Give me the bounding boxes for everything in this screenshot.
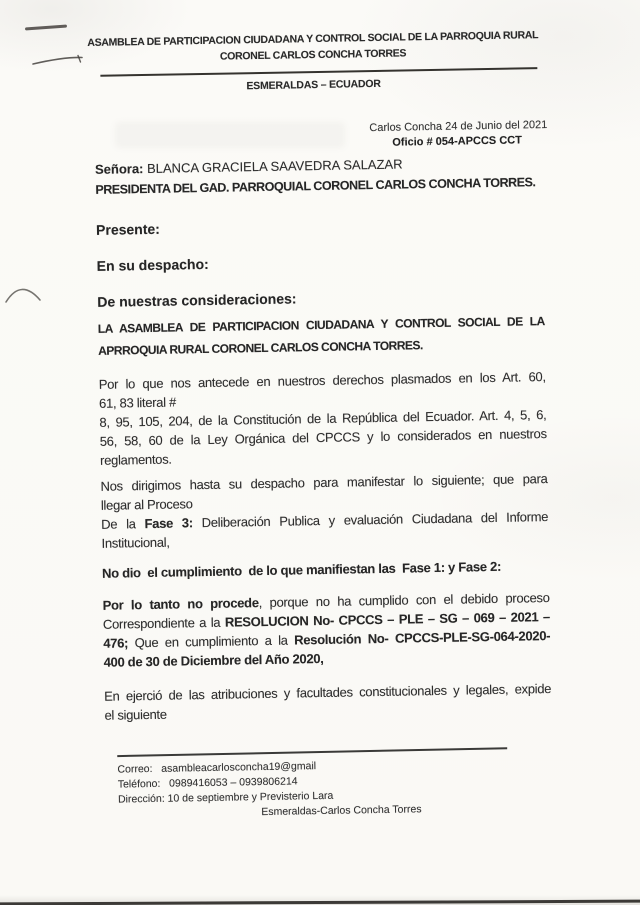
- salutation-presente: Presente:: [95, 220, 161, 238]
- text-line: Por lo que nos antecede en nuestros derechos plasmados en los Art. 60,: [98, 369, 546, 392]
- paragraph-resoluciones: [102, 588, 550, 672]
- letterhead: [0, 25, 633, 68]
- text-line: Por lo tanto no procede, porque no ha cumplido con el debido proceso: [102, 590, 550, 613]
- org-name-line-1: ASAMBLEA DE PARTICIPACION CIUDADANA Y CONTROL SOCIAL DE LA PARROQUIA RURAL: [87, 29, 539, 49]
- letter-meta: [369, 118, 548, 151]
- footer-address: Dirección: 10 de septiembre y Previsterio Lara: [117, 789, 334, 806]
- text-line: 56, 58, 60 de la Ley Orgánica del CPCCS y lo considerados en nuestros: [99, 426, 547, 449]
- paragraph-asamblea-heading: [98, 310, 546, 362]
- text-line: el siguiente: [104, 706, 167, 723]
- text-line: De la Fase 3: Deliberación Publica y evaluación Ciudadana del Informe: [101, 509, 549, 532]
- footer-rule: [117, 747, 507, 757]
- text-line: No dio el cumplimiento de lo que manifiestan las Fase 1: y Fase 2:: [101, 558, 502, 581]
- paragraph-derechos: [99, 367, 548, 470]
- letter-footer: [117, 748, 518, 823]
- recipient-salutation: Señora: BLANCA GRACIELA SAAVEDRA SALAZAR: [94, 156, 403, 177]
- text-line: 61, 83 literal #: [98, 394, 177, 411]
- paragraph-no-cumplimiento: [102, 556, 549, 583]
- paragraph-manifiesto: [100, 469, 548, 553]
- footer-phone: Teléfono: 0989416053 – 0939806214: [117, 775, 298, 791]
- salutation-despacho: En su despacho:: [96, 255, 209, 274]
- text-line: Institucional,: [101, 534, 170, 551]
- salutation-consideraciones: De nuestras consideraciones:: [97, 290, 297, 310]
- text-line: Correspondiente a la RESOLUCION No- CPCCS – PLE – SG – 069 – 2021 –: [102, 609, 551, 632]
- text-line: llegar al Proceso: [100, 496, 193, 513]
- text-line: 476; Que en cumplimiento a la Resolución No- CPCCS-PLE-SG-064-2020-: [103, 628, 551, 651]
- text-line: APRROQUIA RURAL CORONEL CARLOS CONCHA TORRES.: [98, 338, 423, 358]
- text-line: 400 de 30 de Diciembre del Año 2020,: [103, 650, 324, 670]
- letter-body: [95, 151, 552, 725]
- text-line: En ejerció de las atribuciones y facultades constitucionales y legales, expide: [104, 681, 552, 704]
- text-line: Nos dirigimos hasta su despacho para manifestar lo siguiente; que para: [100, 471, 548, 494]
- letterhead-location: ESMERALDAS – ECUADOR: [246, 77, 381, 93]
- recipient-title: PRESIDENTA DEL GAD. PARROQUIAL CORONEL CARLOS CONCHA TORRES.: [95, 175, 536, 197]
- footer-location: Esmeraldas-Carlos Concha Torres: [261, 803, 422, 819]
- text-line: LA ASAMBLEA DE PARTICIPACION CIUDADANA Y CONTROL SOCIAL DE LA: [97, 314, 545, 336]
- oficio-number: Oficio # 054-APCCS CCT: [392, 134, 522, 149]
- org-name-line-2: CORONEL CARLOS CONCHA TORRES: [219, 47, 407, 63]
- footer-email: Correo: asambleacarlosconcha19@gmail: [117, 760, 317, 776]
- text-line: reglamentos.: [99, 451, 172, 468]
- letter-date: Carlos Concha 24 de Junio del 2021: [369, 118, 548, 135]
- paragraph-atribuciones: [104, 679, 552, 725]
- text-line: 8, 95, 105, 204, de la Constitución de la República del Ecuador. Art. 4, 5, 6,: [99, 407, 547, 430]
